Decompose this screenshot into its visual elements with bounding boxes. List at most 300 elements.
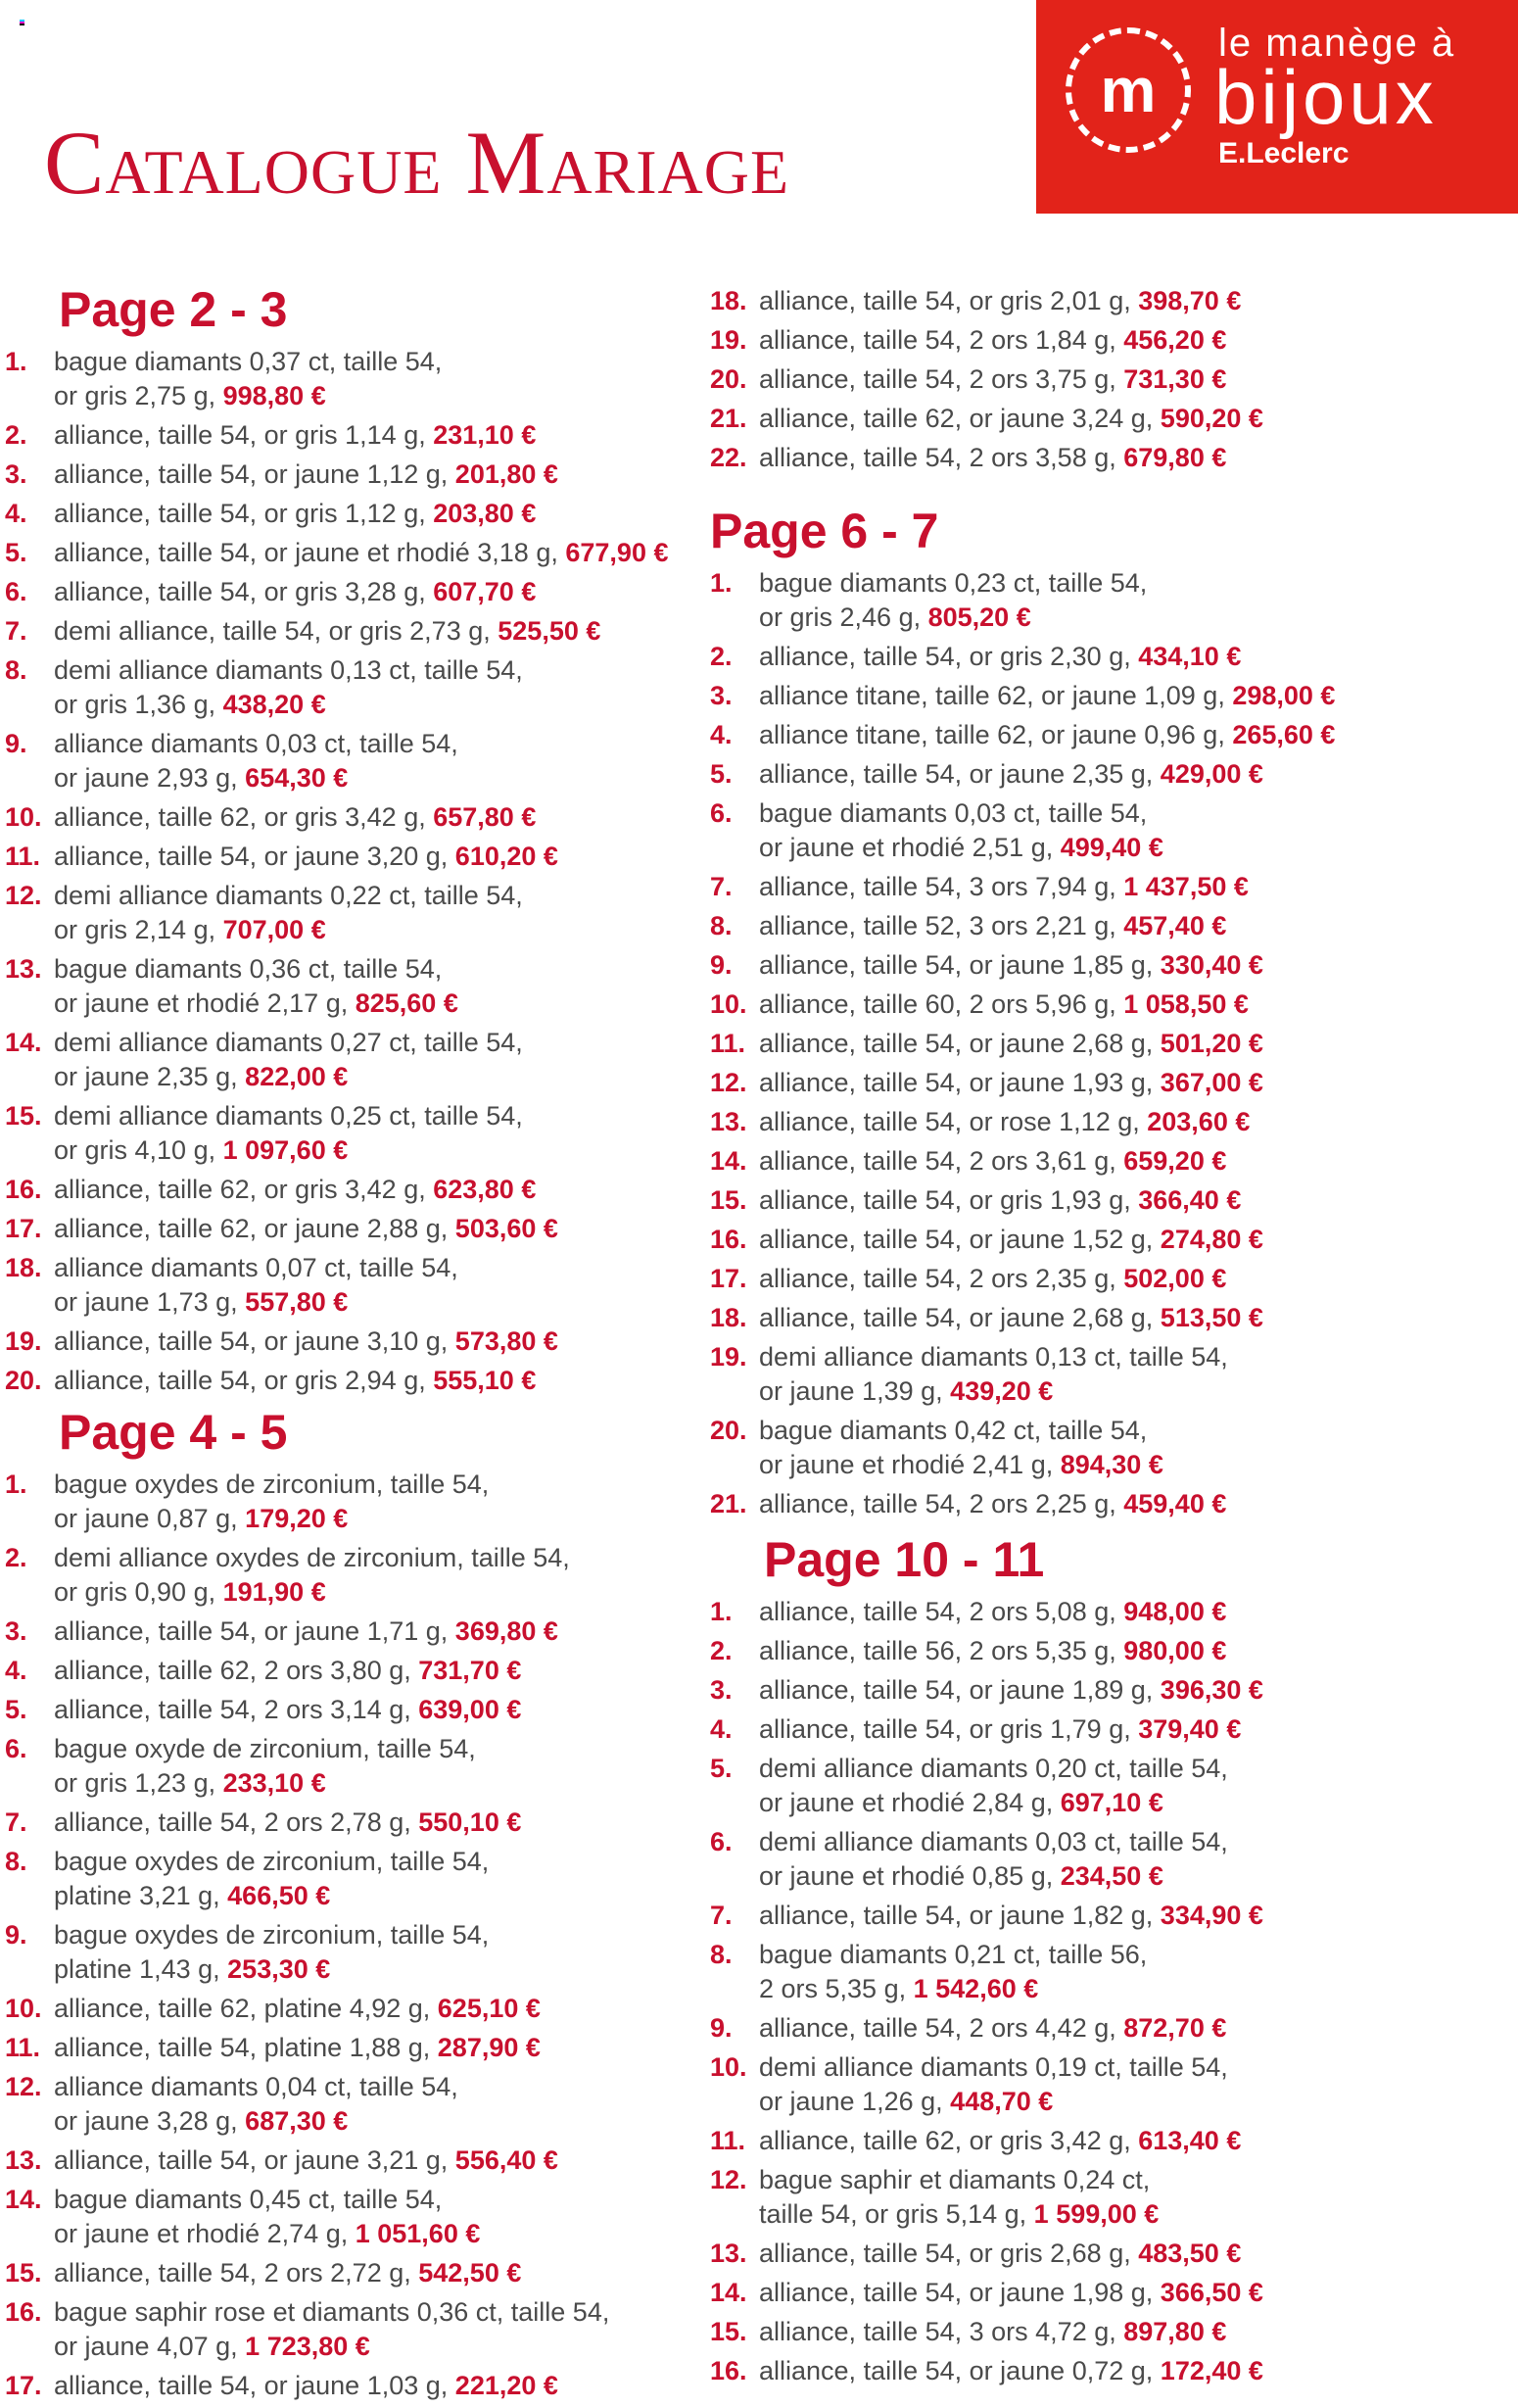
item-description <box>759 679 1335 713</box>
list-item <box>5 497 668 531</box>
item-number: 5. <box>710 1754 733 1783</box>
item-number: 13. <box>5 2145 42 2175</box>
list-item <box>5 2031 609 2065</box>
item-price: 513,50 € <box>1160 1303 1263 1332</box>
list-item <box>5 1026 668 1094</box>
item-line <box>54 575 536 609</box>
item-text: alliance, taille 54, or jaune 1,82 g, <box>759 1901 1154 1930</box>
item-price: 429,00 € <box>1160 759 1263 789</box>
item-line <box>54 1575 570 1610</box>
item-number: 15. <box>5 1101 42 1131</box>
item-price: 998,80 € <box>222 381 326 410</box>
list-item <box>710 757 1335 792</box>
item-price: 434,10 € <box>1138 642 1242 671</box>
item-text: alliance diamants 0,04 ct, taille 54, <box>54 2072 458 2101</box>
item-number: 9. <box>710 950 733 980</box>
item-text: alliance, taille 62, or gris 3,42 g, <box>54 802 426 832</box>
list-item <box>5 1992 609 2026</box>
item-line <box>54 536 668 570</box>
section-heading: Page 4 - 5 <box>59 1405 288 1460</box>
item-description <box>54 1732 476 1801</box>
list-item <box>710 2011 1263 2046</box>
item-text: alliance, taille 54, or gris 2,94 g, <box>54 1366 426 1395</box>
item-number: 8. <box>5 1847 27 1876</box>
item-text: bague oxyde de zirconium, taille 54, <box>54 1734 476 1763</box>
item-description <box>54 345 442 413</box>
item-text: alliance, taille 62, or gris 3,42 g, <box>54 1175 426 1204</box>
item-description <box>759 948 1263 983</box>
item-price: 805,20 € <box>927 602 1031 632</box>
item-price: 483,50 € <box>1138 2239 1242 2268</box>
item-text: alliance, taille 54, 2 ors 3,58 g, <box>759 443 1116 472</box>
item-number: 19. <box>710 325 747 355</box>
item-text: bague diamants 0,03 ct, taille 54, <box>759 798 1148 828</box>
list-item <box>710 1027 1335 1061</box>
item-text: alliance, taille 54, or gris 3,28 g, <box>54 577 426 606</box>
item-text: alliance, taille 54, or jaune 1,93 g, <box>759 1068 1154 1097</box>
item-description <box>54 1918 489 1987</box>
item-line <box>759 948 1263 983</box>
item-price: 623,80 € <box>433 1175 537 1204</box>
item-text: or gris 1,23 g, <box>54 1768 216 1798</box>
item-description <box>759 1712 1241 1747</box>
item-price: 334,90 € <box>1160 1901 1263 1930</box>
item-line <box>54 1952 489 1987</box>
item-line <box>54 1212 558 1246</box>
item-text: alliance, taille 54, or jaune et rhodié 3,18 g, <box>54 538 558 567</box>
item-price: 697,10 € <box>1060 1788 1163 1817</box>
item-line <box>759 2315 1226 2349</box>
item-price: 590,20 € <box>1160 404 1263 433</box>
item-price: 439,20 € <box>950 1376 1054 1406</box>
item-description <box>54 1364 536 1398</box>
item-text: alliance, taille 54, 2 ors 4,42 g, <box>759 2013 1116 2043</box>
item-price: 502,00 € <box>1123 1264 1227 1293</box>
item-price: 607,70 € <box>433 577 537 606</box>
item-line <box>759 1066 1263 1100</box>
item-number: 2. <box>710 1636 733 1665</box>
item-price: 501,20 € <box>1160 1029 1263 1058</box>
list-item <box>5 1732 609 1801</box>
list-item <box>5 418 668 453</box>
item-description <box>54 458 558 492</box>
item-number: 2. <box>710 642 733 671</box>
item-price: 1 058,50 € <box>1123 989 1249 1019</box>
item-number: 10. <box>710 2052 747 2082</box>
item-number: 20. <box>710 1416 747 1445</box>
item-description <box>759 1414 1163 1482</box>
item-line <box>54 987 458 1021</box>
item-number: 12. <box>710 2165 747 2194</box>
item-text: alliance titane, taille 62, or jaune 1,09 g, <box>759 681 1225 710</box>
item-price: 872,70 € <box>1123 2013 1227 2043</box>
list-item <box>710 2237 1263 2271</box>
list-item <box>5 458 668 492</box>
item-number: 6. <box>5 1734 27 1763</box>
list-item <box>710 1105 1335 1139</box>
item-line <box>54 1693 521 1727</box>
item-description <box>759 2050 1228 2119</box>
item-price: 1 599,00 € <box>1033 2199 1160 2229</box>
item-text: taille 54, or gris 5,14 g, <box>759 2199 1027 2229</box>
item-description <box>759 566 1147 635</box>
item-description <box>54 1251 458 1320</box>
item-number: 16. <box>5 2297 42 2327</box>
item-text: alliance, taille 54, or gris 2,01 g, <box>759 286 1131 315</box>
item-price: 654,30 € <box>245 763 349 793</box>
item-text: bague oxydes de zirconium, taille 54, <box>54 1920 490 1950</box>
item-description <box>759 1027 1263 1061</box>
item-number: 5. <box>710 759 733 789</box>
item-line <box>54 840 558 874</box>
item-price: 265,60 € <box>1232 720 1336 749</box>
item-description <box>759 1938 1147 2006</box>
item-number: 8. <box>5 655 27 685</box>
item-number: 19. <box>710 1342 747 1372</box>
item-text: or jaune 2,35 g, <box>54 1062 238 1091</box>
item-price: 980,00 € <box>1123 1636 1227 1665</box>
item-price: 231,10 € <box>433 420 537 450</box>
item-line <box>54 1099 523 1133</box>
item-text: alliance titane, taille 62, or jaune 0,96 g, <box>759 720 1225 749</box>
item-line <box>54 2369 558 2403</box>
item-number: 17. <box>5 1214 42 1243</box>
item-description <box>759 1340 1228 1409</box>
item-price: 573,80 € <box>454 1326 558 1356</box>
brand-logo <box>1036 0 1518 214</box>
item-line <box>759 362 1226 397</box>
item-line <box>759 1673 1263 1708</box>
list-item <box>5 2070 609 2139</box>
item-line <box>54 418 536 453</box>
item-description <box>54 800 536 835</box>
item-line <box>759 1262 1226 1296</box>
item-description <box>759 909 1226 943</box>
item-line <box>759 1340 1228 1374</box>
list-item <box>710 2124 1263 2158</box>
item-description <box>54 1468 489 1536</box>
item-text: alliance, taille 62, platine 4,92 g, <box>54 1994 431 2023</box>
item-line <box>759 1105 1250 1139</box>
item-text: or gris 2,75 g, <box>54 381 216 410</box>
item-price: 438,20 € <box>222 690 326 719</box>
item-number: 9. <box>5 1920 27 1950</box>
item-price: 657,80 € <box>433 802 537 832</box>
item-price: 679,80 € <box>1123 443 1227 472</box>
item-number: 7. <box>5 1807 27 1837</box>
list-item <box>710 718 1335 752</box>
item-text: alliance, taille 54, or jaune 3,21 g, <box>54 2145 449 2175</box>
section-heading: Page 6 - 7 <box>710 504 939 558</box>
item-number: 2. <box>5 1543 27 1572</box>
item-number: 10. <box>5 1994 42 2023</box>
item-line <box>54 1732 476 1766</box>
item-number: 11. <box>710 2126 746 2155</box>
item-text: or jaune 1,39 g, <box>759 1376 943 1406</box>
item-price: 1 542,60 € <box>913 1974 1039 2003</box>
item-line <box>759 566 1147 601</box>
item-line <box>54 1766 476 1801</box>
list-item <box>5 952 668 1021</box>
item-number: 6. <box>5 577 27 606</box>
item-description <box>54 1173 536 1207</box>
item-price: 499,40 € <box>1060 833 1163 862</box>
section-page-6-7 <box>710 502 1335 1526</box>
list-item <box>710 987 1335 1022</box>
item-price: 448,70 € <box>950 2087 1054 2116</box>
item-price: 897,80 € <box>1123 2317 1227 2346</box>
item-text: bague diamants 0,42 ct, taille 54, <box>759 1416 1148 1445</box>
item-text: or jaune 1,26 g, <box>759 2087 943 2116</box>
item-description <box>759 870 1249 904</box>
item-description <box>759 1825 1228 1894</box>
item-line <box>759 1786 1228 1820</box>
item-description <box>54 614 600 649</box>
list-item <box>710 1825 1263 1894</box>
item-price: 1 051,60 € <box>355 2219 481 2248</box>
item-line <box>759 1752 1228 1786</box>
list-item <box>710 1752 1263 1820</box>
item-description <box>759 640 1241 674</box>
item-number: 3. <box>5 459 27 489</box>
item-text: bague diamants 0,23 ct, taille 54, <box>759 568 1148 598</box>
item-number: 16. <box>5 1175 42 1204</box>
item-price: 550,10 € <box>418 1807 522 1837</box>
item-price: 396,30 € <box>1160 1675 1263 1705</box>
item-line <box>759 441 1226 475</box>
item-text: or gris 4,10 g, <box>54 1135 216 1165</box>
item-description <box>54 2183 480 2251</box>
item-text: alliance, taille 54, or jaune 1,03 g, <box>54 2371 449 2400</box>
list-item <box>710 1262 1335 1296</box>
item-line <box>759 718 1335 752</box>
item-text: alliance, taille 54, or jaune 1,71 g, <box>54 1616 449 1646</box>
item-number: 4. <box>5 499 27 528</box>
item-text: alliance, taille 54, or gris 1,79 g, <box>759 1714 1131 1744</box>
item-number: 12. <box>5 2072 42 2101</box>
item-number: 4. <box>710 720 733 749</box>
item-number: 14. <box>710 2278 747 2307</box>
list-item <box>5 1251 668 1320</box>
item-line <box>759 1301 1263 1335</box>
list-item <box>710 870 1335 904</box>
item-price: 825,60 € <box>355 988 458 1018</box>
item-price: 1 437,50 € <box>1123 872 1249 901</box>
item-line <box>759 601 1147 635</box>
list-item <box>710 1183 1335 1218</box>
item-text: or jaune et rhodié 2,17 g, <box>54 988 349 1018</box>
page-title: Catalogue Mariage <box>44 113 790 213</box>
item-text: or gris 0,90 g, <box>54 1577 216 1607</box>
item-line <box>759 323 1226 358</box>
item-description <box>54 497 536 531</box>
list-item <box>5 2295 609 2364</box>
item-text: alliance, taille 54, or jaune 1,85 g, <box>759 950 1154 980</box>
list-item <box>5 1364 668 1398</box>
item-price: 503,60 € <box>454 1214 558 1243</box>
item-description <box>759 441 1226 475</box>
item-line <box>54 1324 558 1359</box>
item-description <box>54 2369 558 2403</box>
list-item <box>710 1223 1335 1257</box>
item-text: alliance, taille 54, or jaune 0,72 g, <box>759 2356 1154 2385</box>
item-description <box>54 2295 609 2364</box>
list-item <box>5 345 668 413</box>
item-price: 203,60 € <box>1147 1107 1251 1136</box>
item-number: 3. <box>710 1675 733 1705</box>
item-line <box>759 1374 1228 1409</box>
item-line <box>54 614 600 649</box>
list-item <box>710 1899 1263 1933</box>
list-item <box>5 1173 668 1207</box>
item-description <box>54 1806 521 1840</box>
item-price: 457,40 € <box>1123 911 1227 940</box>
item-number: 7. <box>710 1901 733 1930</box>
item-line <box>759 1183 1241 1218</box>
item-line <box>54 1806 521 1840</box>
item-price: 557,80 € <box>245 1287 349 1317</box>
item-description <box>759 1105 1250 1139</box>
logo-line-2: bijoux <box>1214 54 1438 140</box>
item-text: or jaune et rhodié 2,51 g, <box>759 833 1054 862</box>
item-line <box>54 1879 489 1913</box>
item-price: 221,20 € <box>454 2371 558 2400</box>
item-price: 610,20 € <box>454 842 558 871</box>
item-description <box>759 1262 1226 1296</box>
item-description <box>54 1541 570 1610</box>
item-text: platine 1,43 g, <box>54 1954 220 1984</box>
manege-emblem-icon: m <box>1066 27 1191 153</box>
item-number: 14. <box>710 1146 747 1176</box>
list-item <box>710 909 1335 943</box>
item-description <box>759 1487 1226 1521</box>
item-number: 19. <box>5 1326 42 1356</box>
item-text: platine 3,21 g, <box>54 1881 220 1910</box>
item-number: 15. <box>710 2317 747 2346</box>
item-price: 542,50 € <box>418 2258 522 2288</box>
item-price: 298,00 € <box>1232 681 1336 710</box>
item-description <box>54 2031 541 2065</box>
item-line <box>54 2295 609 2330</box>
item-number: 16. <box>710 1225 747 1254</box>
item-text: bague oxydes de zirconium, taille 54, <box>54 1847 490 1876</box>
item-line <box>759 1972 1147 2006</box>
item-number: 10. <box>5 802 42 832</box>
list-item <box>5 2143 609 2178</box>
item-number: 14. <box>5 2185 42 2214</box>
item-text: alliance, taille 56, 2 ors 5,35 g, <box>759 1636 1116 1665</box>
section-heading: Page 2 - 3 <box>59 282 288 337</box>
item-description <box>759 718 1335 752</box>
item-description <box>759 1752 1228 1820</box>
item-price: 367,00 € <box>1160 1068 1263 1097</box>
item-description <box>759 796 1163 865</box>
item-number: 18. <box>710 286 747 315</box>
list-item <box>710 1712 1263 1747</box>
item-text: or jaune 3,28 g, <box>54 2106 238 2136</box>
item-text: demi alliance diamants 0,27 ct, taille 54, <box>54 1028 523 1057</box>
item-line <box>759 1712 1241 1747</box>
item-line <box>759 1938 1147 1972</box>
item-line <box>54 497 536 531</box>
item-number: 17. <box>710 1264 747 1293</box>
item-line <box>759 2237 1241 2271</box>
list-item <box>5 1918 609 1987</box>
item-line <box>54 2070 458 2104</box>
list-item <box>710 1938 1263 2006</box>
item-line <box>54 1364 536 1398</box>
item-price: 525,50 € <box>498 616 601 646</box>
item-description <box>759 1634 1226 1668</box>
item-number: 9. <box>5 729 27 758</box>
item-number: 6. <box>710 798 733 828</box>
item-text: alliance, taille 62, or jaune 2,88 g, <box>54 1214 449 1243</box>
item-line <box>54 1060 523 1094</box>
logo-line-3: E.Leclerc <box>1218 137 1350 169</box>
item-description <box>54 2256 521 2290</box>
item-text: alliance, taille 54, 2 ors 2,35 g, <box>759 1264 1116 1293</box>
item-line <box>54 2104 458 2139</box>
list-item <box>5 575 668 609</box>
list-item <box>710 679 1335 713</box>
item-text: bague diamants 0,36 ct, taille 54, <box>54 954 443 984</box>
item-text: demi alliance diamants 0,13 ct, taille 54, <box>54 655 523 685</box>
list-item <box>5 727 668 795</box>
item-line <box>759 1027 1263 1061</box>
list-item <box>5 840 668 874</box>
item-number: 11. <box>710 1029 746 1058</box>
item-text: alliance, taille 54, or jaune 1,12 g, <box>54 459 449 489</box>
item-number: 1. <box>5 1469 27 1499</box>
item-line <box>54 913 523 947</box>
item-number: 4. <box>710 1714 733 1744</box>
item-text: alliance, taille 54, 2 ors 2,72 g, <box>54 2258 411 2288</box>
item-price: 948,00 € <box>1123 1597 1227 1626</box>
item-text: alliance, taille 54, or jaune 2,68 g, <box>759 1303 1154 1332</box>
item-description <box>759 1301 1263 1335</box>
list-item <box>5 2369 609 2403</box>
item-text: alliance, taille 54, or jaune 1,98 g, <box>759 2278 1154 2307</box>
item-line <box>759 1859 1228 1894</box>
item-line <box>54 345 442 379</box>
item-text: alliance, taille 54, 2 ors 2,78 g, <box>54 1807 411 1837</box>
item-line <box>54 2031 541 2065</box>
item-line <box>54 1026 523 1060</box>
item-price: 1 723,80 € <box>245 2332 370 2361</box>
item-description <box>54 840 558 874</box>
item-number: 7. <box>5 616 27 646</box>
item-text: demi alliance diamants 0,25 ct, taille 54, <box>54 1101 523 1131</box>
item-line <box>759 1487 1226 1521</box>
item-number: 10. <box>710 989 747 1019</box>
list-item <box>710 402 1263 436</box>
item-text: alliance, taille 54, 2 ors 5,08 g, <box>759 1597 1116 1626</box>
list-item <box>710 362 1263 397</box>
item-line <box>759 640 1241 674</box>
item-description <box>759 2315 1226 2349</box>
list-item <box>5 879 668 947</box>
item-description <box>759 1673 1263 1708</box>
item-line <box>54 2143 558 2178</box>
item-text: alliance, taille 54, or jaune 3,20 g, <box>54 842 449 871</box>
item-description <box>759 2354 1263 2388</box>
item-line <box>759 2354 1263 2388</box>
item-line <box>54 1468 489 1502</box>
item-number: 15. <box>5 2258 42 2288</box>
item-number: 4. <box>5 1656 27 1685</box>
item-text: alliance, taille 54, or gris 1,93 g, <box>759 1185 1131 1215</box>
item-number: 13. <box>710 2239 747 2268</box>
